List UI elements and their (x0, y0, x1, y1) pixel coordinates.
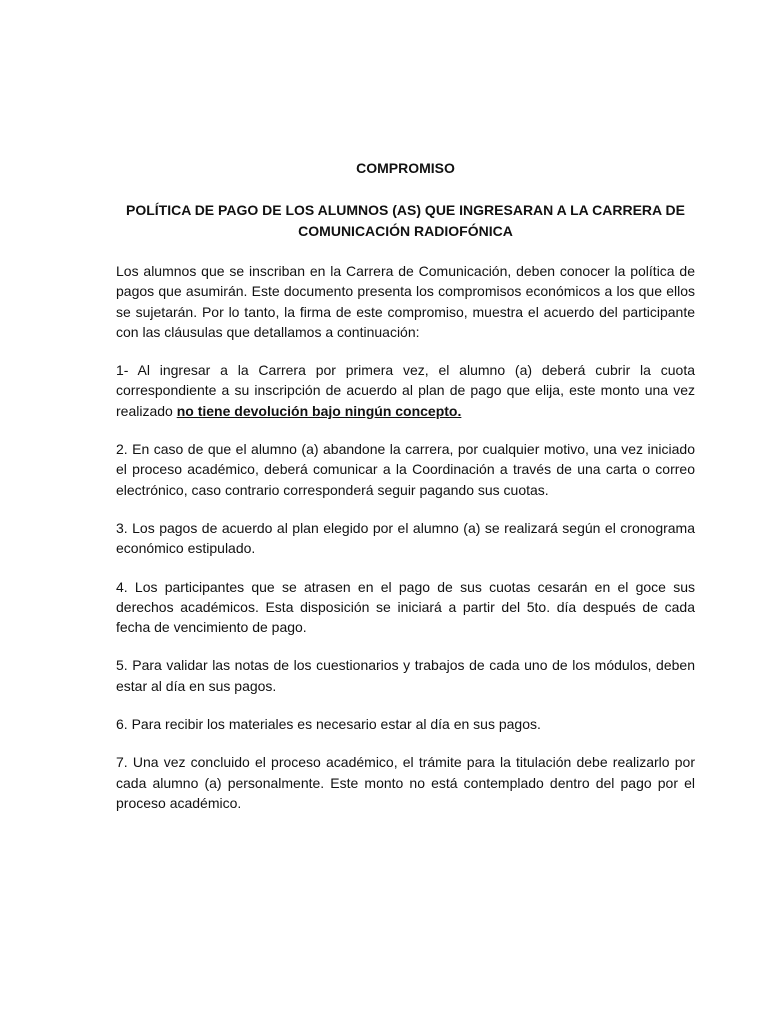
clause-7: 7. Una vez concluido el proceso académico, el trámite para la titulación debe realizarlo por cada alumno (a) personalmente. Este monto no está contemplado dentro del pago por el proceso académico. (116, 754, 695, 811)
clause-6: 6. Para recibir los materiales es necesario estar al día en sus pagos. (116, 716, 541, 733)
document-title: POLÍTICA DE PAGO DE LOS ALUMNOS (AS) QUE INGRESARAN A LA CARRERA DE COMUNICACIÓN RADIOFÓNICA (126, 202, 685, 239)
clause-4: 4. Los participantes que se atrasen en el pago de sus cuotas cesarán en el goce sus derechos académicos. Esta disposición se iniciará a partir del 5to. día después de cada fecha de vencimiento de pago. (116, 578, 695, 636)
document-page (116, 158, 695, 813)
clause-2: 2. En caso de que el alumno (a) abandone la carrera, por cualquier motivo, una vez iniciado el proceso académico, deberá comunicar a la Coordinación a través de una carta o correo electrónico, caso contrario corresponderá seguir pagando sus cuotas. (116, 441, 695, 498)
clause-1-emphasis: no tiene devolución bajo ningún concepto. (176, 402, 462, 419)
document-heading: COMPROMISO (356, 160, 455, 176)
intro-paragraph: Los alumnos que se inscriban en la Carrera de Comunicación, deben conocer la política de pagos que asumirán. Este documento presenta los compromisos económicos a los que ellos se sujetarán. Por lo tanto, la firma de este compromiso, muestra el acuerdo del participante con las cláusulas que detallamos a continuación: (116, 263, 695, 340)
clause-1 (116, 360, 695, 421)
clause-3: 3. Los pagos de acuerdo al plan elegido por el alumno (a) se realizará según el cronograma económico estipulado. (116, 519, 695, 557)
clause-5: 5. Para validar las notas de los cuestionarios y trabajos de cada uno de los módulos, deben estar al día en sus pagos. (116, 657, 695, 694)
clause-1-text: 1- Al ingresar a la Carrera por primera vez, el alumno (a) deberá cubrir la cuota correspondiente a su inscripción de acuerdo al plan de pago que elija, este monto una vez realizado (116, 362, 695, 419)
